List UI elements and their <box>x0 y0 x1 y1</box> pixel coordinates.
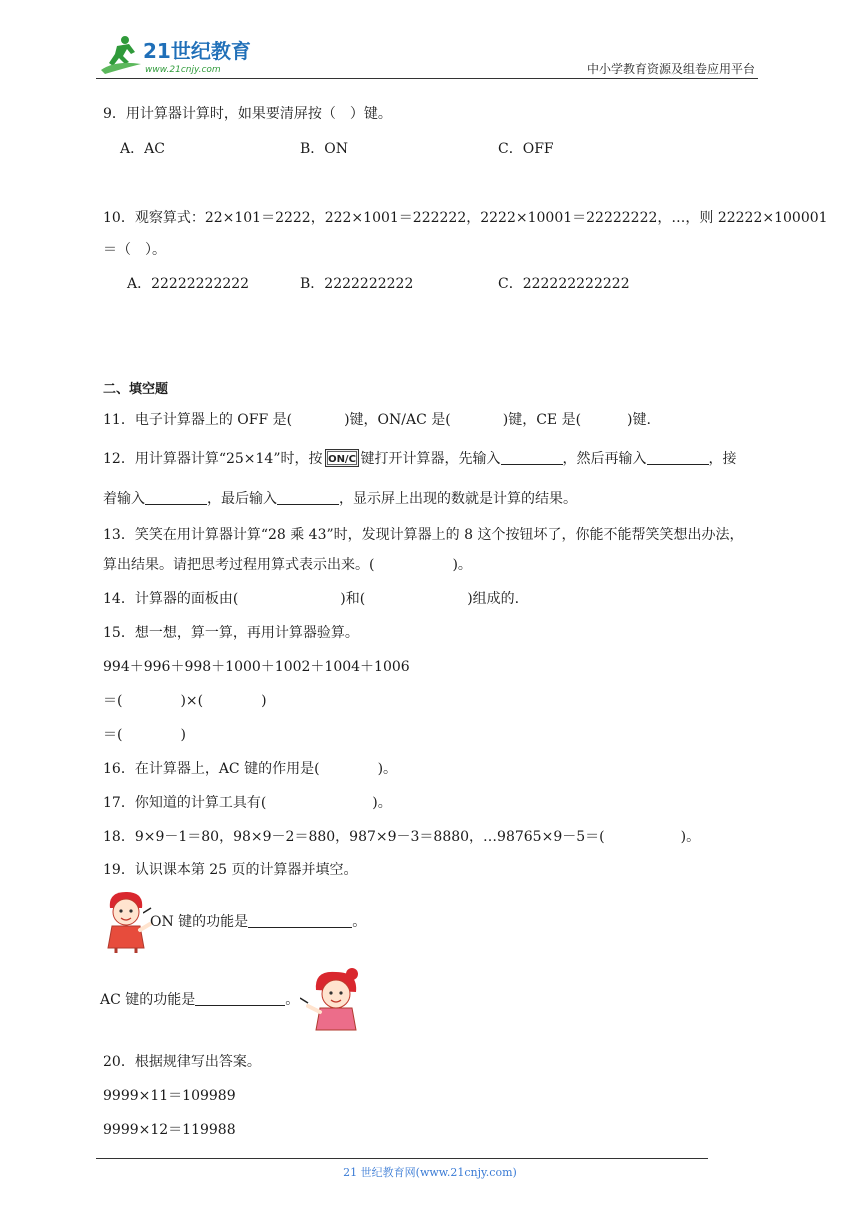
q10-option-a: A．22222222222 <box>127 276 250 292</box>
q12-part5: 着输入 <box>103 491 145 507</box>
q14-part3: )组成的. <box>467 591 520 607</box>
q18 <box>103 827 700 847</box>
q20-stem: 20．根据规律写出答案。 <box>103 1054 261 1070</box>
q19-on-line <box>150 912 366 932</box>
q10-stem-line1: 10．观察算式：22×101＝2222，222×1001＝222222，2222×10001＝22222222，…，则 22222×100001 <box>103 210 828 226</box>
q13-line1: 13．笑笑在用计算器计算“28 乘 43”时，发现计算器上的 8 这个按钮坏了，你能不能帮笑笑想出办法， <box>103 527 744 543</box>
q15-stem: 15．想一想，算一算，再用计算器验算。 <box>103 625 359 641</box>
footer-link[interactable]: 21 世纪教育网(www.21cnjy.com) <box>343 1166 517 1179</box>
q16-part2: )。 <box>377 761 398 777</box>
q13-part1: 算出结果。请把思考过程用算式表示出来。( <box>103 557 375 573</box>
q12-part1: 12．用计算器计算“25×14”时，按 <box>103 451 323 467</box>
svg-text:ON/C: ON/C <box>327 454 356 465</box>
svg-text:21世纪教育: 21世纪教育 <box>143 39 251 63</box>
girl-cartoon-icon <box>306 966 364 1034</box>
q13-part2: )。 <box>452 557 472 573</box>
q14-part2: )和( <box>340 591 366 607</box>
q12-part7: ，显示屏上出现的数就是计算的结果。 <box>339 491 577 507</box>
q12-blank4[interactable] <box>277 490 339 505</box>
header-divider <box>96 78 758 79</box>
q19-on-end: 。 <box>352 914 367 930</box>
q19-stem: 19．认识课本第 25 页的计算器并填空。 <box>103 862 358 878</box>
q14-part1: 14．计算器的面板由( <box>103 591 239 607</box>
section-title-fill-in: 二、填空题 <box>103 382 169 397</box>
q17-part1: 17．你知道的计算工具有( <box>103 795 267 811</box>
q15-r1-part1: ＝( <box>103 693 123 709</box>
q15-expression: 994＋996＋998＋1000＋1002＋1004＋1006 <box>103 659 410 675</box>
q11-part1: 11．电子计算器上的 OFF 是( <box>103 412 293 428</box>
q11-part3: )键，CE 是( <box>502 412 582 428</box>
q12-blank2[interactable] <box>647 450 709 465</box>
q12-line2 <box>103 489 577 509</box>
q19-ac-text: AC 键的功能是 <box>100 992 196 1008</box>
svg-text:www.21cnjy.com: www.21cnjy.com <box>145 65 221 75</box>
q10-stem-line2: ＝（ ）。 <box>103 242 166 258</box>
on-c-key-icon <box>325 449 359 467</box>
q19-on-text: ON 键的功能是 <box>150 914 249 930</box>
q13-line2 <box>103 555 472 575</box>
footer-divider <box>96 1158 708 1159</box>
q9-option-b: B．ON <box>300 141 349 157</box>
q15-result-row1 <box>103 691 267 711</box>
q10-option-c: C．222222222222 <box>498 276 630 292</box>
q17 <box>103 793 392 813</box>
q20-line2: 9999×12＝119988 <box>103 1122 236 1138</box>
q18-part1: 18．9×9－1＝80，98×9－2＝880，987×9－3＝8880，…98765×9－5＝( <box>103 829 605 845</box>
q17-part2: )。 <box>372 795 392 811</box>
q12-part3: ，然后再输入 <box>562 451 647 467</box>
q19-ac-end: 。 <box>285 992 300 1008</box>
q9-option-c: C．OFF <box>498 141 554 157</box>
q15-result-row2 <box>103 725 186 745</box>
q14 <box>103 589 519 609</box>
page-header <box>0 0 860 80</box>
q9-option-a: A．AC <box>120 141 165 157</box>
q15-r1-part2: )×( <box>180 693 204 709</box>
platform-label: 中小学教育资源及组卷应用平台 <box>586 62 755 76</box>
q20-line1: 9999×11＝109989 <box>103 1088 236 1104</box>
site-logo <box>95 30 265 80</box>
q11-part4: )键. <box>627 412 651 428</box>
q15-r1-part3: ) <box>261 693 267 709</box>
q15-r2-part1: ＝( <box>103 727 123 743</box>
q12-part4: ，接 <box>708 451 737 467</box>
q19-on-blank[interactable] <box>248 913 352 928</box>
q18-part2: )。 <box>680 829 701 845</box>
q19-ac-blank[interactable] <box>195 991 285 1006</box>
runner-icon <box>101 36 141 74</box>
q12-blank3[interactable] <box>145 490 207 505</box>
q12-line1 <box>103 449 737 469</box>
q16 <box>103 759 397 779</box>
boy-cartoon-icon <box>100 890 152 954</box>
q9-stem: 9．用计算器计算时，如果要清屏按（ ）键。 <box>103 106 392 122</box>
q12-blank1[interactable] <box>501 450 563 465</box>
q19-ac-line <box>100 990 299 1010</box>
q11 <box>103 410 651 430</box>
q10-option-b: B．2222222222 <box>300 276 414 292</box>
q11-part2: )键，ON/AC 是( <box>344 412 451 428</box>
q15-r2-part2: ) <box>180 727 186 743</box>
q16-part1: 16．在计算器上，AC 键的作用是( <box>103 761 320 777</box>
q12-part6: ，最后输入 <box>207 491 277 507</box>
q12-part2: 键打开计算器，先输入 <box>360 451 501 467</box>
